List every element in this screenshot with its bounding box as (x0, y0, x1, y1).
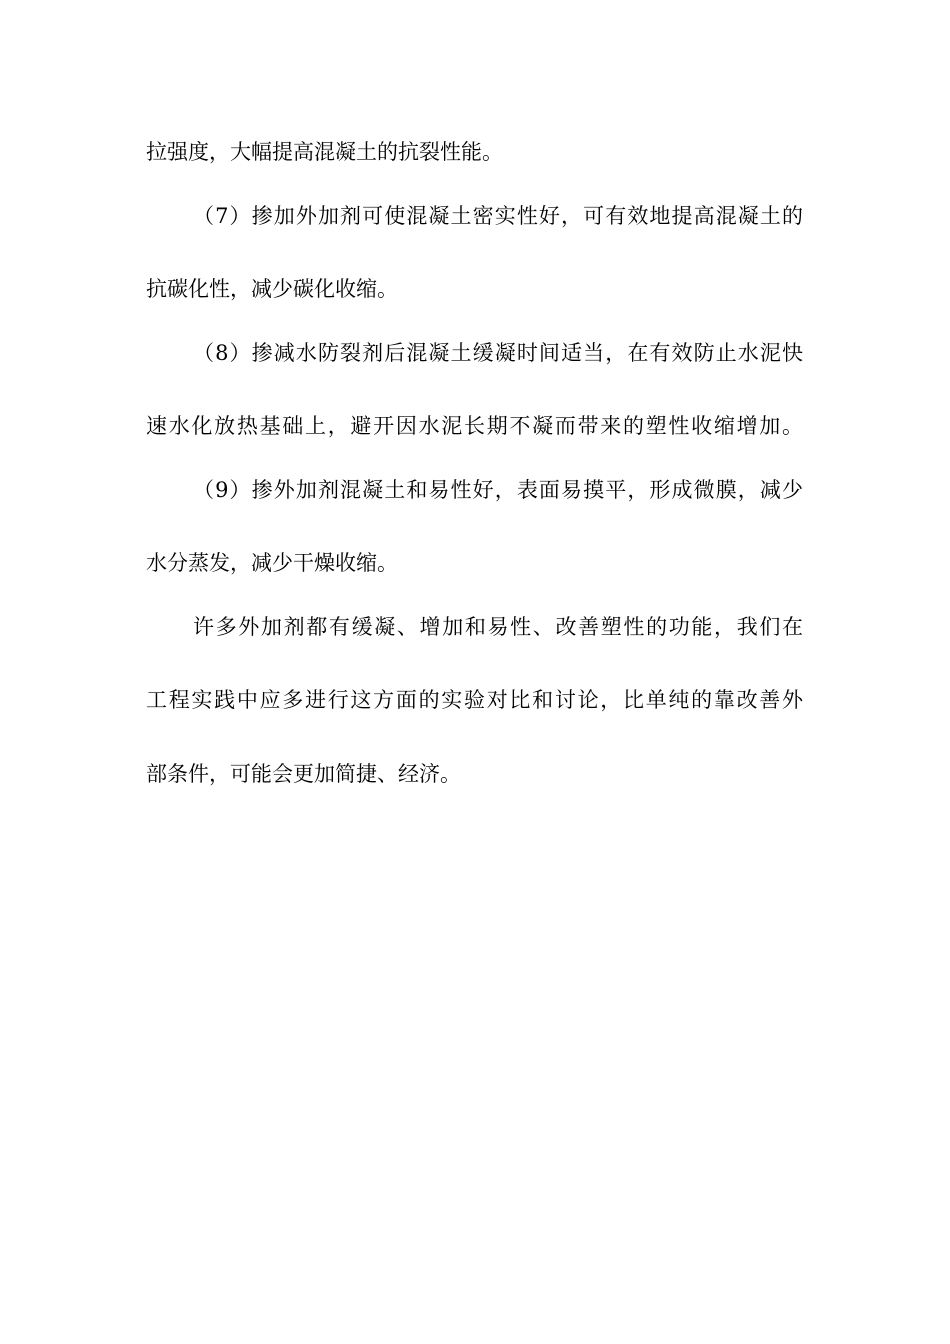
text-line (0, 335, 950, 371)
text-line-content: 工程实践中应多进行这方面的实验对比和讨论，比单纯的靠改善外 (146, 688, 803, 712)
text-line (0, 271, 950, 307)
text-line-content: （7）掺加外加剂可使混凝土密实性好，可有效地提高混凝土的 (193, 204, 803, 228)
text-line (0, 682, 950, 718)
text-line-content: （8）掺减水防裂剂后混凝土缓凝时间适当，在有效防止水泥快 (193, 341, 803, 365)
text-line (0, 198, 950, 234)
text-line (0, 545, 950, 581)
text-line (0, 756, 950, 792)
text-line-content: 抗碳化性，减少碳化收缩。 (146, 277, 398, 301)
text-line (0, 472, 950, 508)
text-line-content: 拉强度，大幅提高混凝土的抗裂性能。 (146, 140, 503, 164)
text-line (0, 609, 950, 645)
text-line-content: 水分蒸发，减少干燥收缩。 (146, 551, 398, 575)
text-line-content: （9）掺外加剂混凝土和易性好，表面易摸平，形成微膜，减少 (193, 478, 803, 502)
text-line-content: 部条件，可能会更加简捷、经济。 (146, 762, 461, 786)
text-line-content: 许多外加剂都有缓凝、增加和易性、改善塑性的功能，我们在 (193, 615, 803, 639)
text-line-content: 速水化放热基础上，避开因水泥长期不凝而带来的塑性收缩增加。 (146, 414, 803, 438)
text-line (0, 134, 950, 170)
text-line (0, 408, 950, 444)
